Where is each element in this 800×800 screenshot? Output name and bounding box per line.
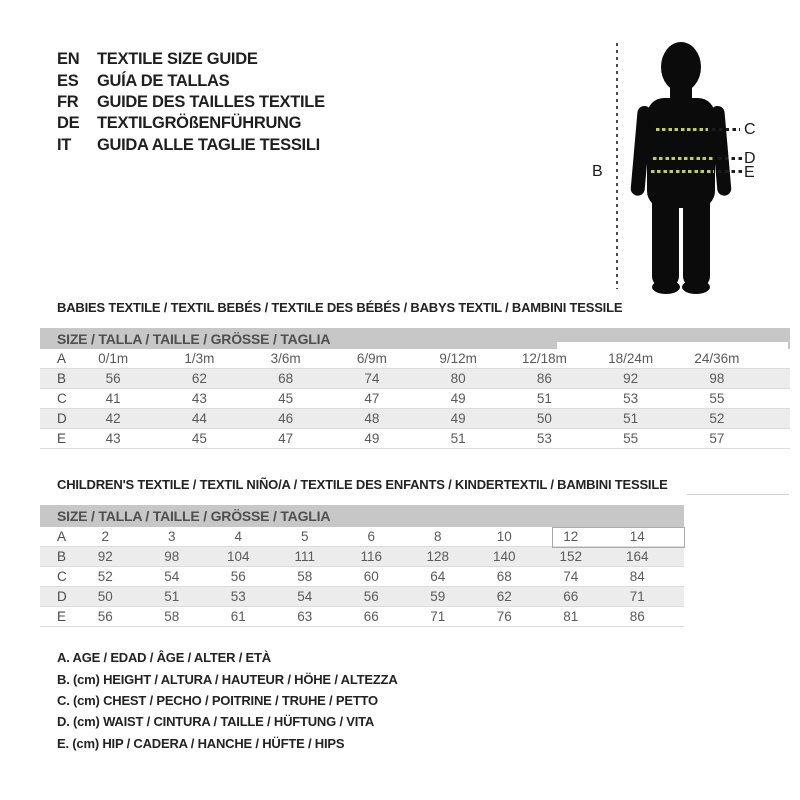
language-title: TEXTILE SIZE GUIDE bbox=[97, 50, 258, 69]
table-row bbox=[40, 607, 684, 627]
table-cell: 86 bbox=[536, 371, 552, 386]
table-cell: 63 bbox=[297, 609, 313, 624]
legend-line-hip: E. (cm) HIP / CADERA / HANCHE / HÜFTE / HIPS bbox=[57, 735, 345, 751]
row-label: E bbox=[57, 609, 67, 624]
table-cell: 62 bbox=[496, 589, 512, 604]
table-cell: 59 bbox=[430, 589, 446, 604]
table-cell: 48 bbox=[364, 411, 380, 426]
table-cell: 12/18m bbox=[521, 351, 567, 366]
language-title: GUIDA ALLE TAGLIE TESSILI bbox=[97, 135, 320, 154]
table-cell: 3 bbox=[167, 529, 176, 544]
table-cell: 46 bbox=[278, 411, 294, 426]
table-cell: 49 bbox=[364, 431, 380, 446]
table-cell: 81 bbox=[563, 609, 579, 624]
table-cell: 98 bbox=[709, 371, 725, 386]
table-cell: 80 bbox=[450, 371, 466, 386]
language-code: ES bbox=[57, 71, 79, 90]
language-row bbox=[57, 70, 325, 91]
child-silhouette bbox=[628, 38, 742, 298]
highlighted-sizes-box bbox=[552, 527, 685, 548]
table-cell: 62 bbox=[191, 371, 207, 386]
table-cell: 42 bbox=[105, 411, 121, 426]
table-cell: 71 bbox=[430, 609, 446, 624]
table-cell: 64 bbox=[430, 569, 446, 584]
table-cell: 2 bbox=[101, 529, 109, 544]
table-cell: 53 bbox=[623, 391, 639, 406]
chest-dotted-line-pointer bbox=[712, 128, 740, 131]
language-code: DE bbox=[57, 114, 80, 133]
table-cell: 66 bbox=[363, 609, 379, 624]
table-cell: 51 bbox=[623, 411, 639, 426]
language-code: FR bbox=[57, 92, 79, 111]
table-cell: 55 bbox=[709, 391, 725, 406]
legend-line-waist: D. (cm) WAIST / CINTURA / TAILLE / HÜFTUNG / VITA bbox=[57, 714, 375, 730]
table-cell: 92 bbox=[97, 549, 113, 564]
row-label: A bbox=[57, 529, 67, 544]
table-cell: 3/6m bbox=[270, 351, 301, 366]
language-title: GUÍA DE TALLAS bbox=[97, 71, 230, 90]
language-title: GUIDE DES TAILLES TEXTILE bbox=[97, 92, 325, 111]
table-cell: 140 bbox=[492, 549, 516, 564]
table-cell: 10 bbox=[496, 529, 512, 544]
table-cell: 43 bbox=[105, 431, 121, 446]
table-cell: 58 bbox=[164, 609, 180, 624]
table-cell: 49 bbox=[450, 391, 466, 406]
height-label: B bbox=[592, 163, 603, 180]
table-cell: 44 bbox=[191, 411, 207, 426]
hip-dotted-line-pointer bbox=[718, 170, 742, 173]
table-cell: 47 bbox=[364, 391, 380, 406]
table-cell: 71 bbox=[629, 589, 645, 604]
table-cell: 24/36m bbox=[694, 351, 740, 366]
hip-label: E bbox=[744, 164, 755, 181]
table-row bbox=[40, 389, 790, 409]
scan-artifact-line bbox=[687, 494, 789, 495]
language-row bbox=[57, 113, 325, 134]
waist-label: D bbox=[744, 150, 756, 167]
table-cell: 92 bbox=[623, 371, 639, 386]
table-cell: 9/12m bbox=[439, 351, 477, 366]
legend-line-chest: C. (cm) CHEST / PECHO / POITRINE / TRUHE / PETTO bbox=[57, 692, 378, 708]
language-row bbox=[57, 92, 325, 113]
table-row bbox=[40, 369, 790, 389]
measurement-legend bbox=[57, 647, 398, 754]
table-cell: 51 bbox=[536, 391, 552, 406]
row-label: C bbox=[57, 569, 67, 584]
table-cell: 50 bbox=[536, 411, 552, 426]
table-cell: 50 bbox=[97, 589, 113, 604]
table-cell: 57 bbox=[709, 431, 725, 446]
table-cell: 76 bbox=[496, 609, 512, 624]
row-label: B bbox=[57, 371, 67, 386]
row-label: C bbox=[57, 391, 67, 406]
table-cell: 12 bbox=[563, 529, 579, 544]
child-measurement-figure bbox=[590, 30, 800, 310]
table-cell: 111 bbox=[294, 549, 316, 564]
table-cell: 60 bbox=[363, 569, 379, 584]
table-cell: 5 bbox=[300, 529, 309, 544]
table-cell: 6/9m bbox=[356, 351, 387, 366]
table-row bbox=[40, 429, 790, 449]
table-row bbox=[40, 587, 684, 607]
legend-line-height: B. (cm) HEIGHT / ALTURA / HAUTEUR / HÖHE / ALTEZZA bbox=[57, 671, 398, 687]
waist-dotted-line-pointer bbox=[718, 157, 742, 160]
table-cell: 53 bbox=[230, 589, 246, 604]
children-size-header-label: SIZE / TALLA / TAILLE / GRÖSSE / TAGLIA bbox=[57, 508, 331, 524]
table-cell: 54 bbox=[164, 569, 180, 584]
table-cell: 52 bbox=[709, 411, 725, 426]
table-cell: 56 bbox=[230, 569, 246, 584]
babies-section-title: BABIES TEXTILE / TEXTIL BEBÉS / TEXTILE DES BÉBÉS / BABYS TEXTIL / BAMBINI TESSILE bbox=[57, 300, 623, 315]
table-cell: 152 bbox=[559, 549, 583, 564]
table-cell: 84 bbox=[629, 569, 645, 584]
table-row bbox=[40, 349, 790, 369]
table-cell: 52 bbox=[97, 569, 113, 584]
table-cell: 58 bbox=[297, 569, 313, 584]
table-cell: 8 bbox=[433, 529, 442, 544]
table-row bbox=[40, 567, 684, 587]
table-cell: 18/24m bbox=[608, 351, 654, 366]
row-label: D bbox=[57, 411, 67, 426]
children-section-title: CHILDREN'S TEXTILE / TEXTIL NIÑO/A / TEXTILE DES ENFANTS / KINDERTEXTIL / BAMBINI TESSILE bbox=[57, 477, 668, 492]
row-label: A bbox=[57, 351, 67, 366]
table-cell: 66 bbox=[563, 589, 579, 604]
table-row bbox=[40, 409, 790, 429]
chest-dotted-line-on-body bbox=[656, 128, 708, 131]
chest-label: C bbox=[744, 121, 756, 138]
height-dotted-line bbox=[616, 43, 618, 289]
table-row bbox=[40, 547, 684, 567]
table-cell: 51 bbox=[450, 431, 466, 446]
table-cell: 98 bbox=[164, 549, 180, 564]
table-cell: 74 bbox=[563, 569, 579, 584]
table-cell: 0/1m bbox=[98, 351, 129, 366]
table-cell: 45 bbox=[191, 431, 207, 446]
row-label: E bbox=[57, 431, 67, 446]
babies-size-header-label: SIZE / TALLA / TAILLE / GRÖSSE / TAGLIA bbox=[57, 330, 331, 347]
table-cell: 54 bbox=[297, 589, 313, 604]
children-size-header-bar bbox=[40, 505, 684, 527]
table-cell: 128 bbox=[426, 549, 450, 564]
babies-table bbox=[40, 349, 790, 449]
table-cell: 68 bbox=[278, 371, 294, 386]
row-label: B bbox=[57, 549, 67, 564]
table-cell: 53 bbox=[536, 431, 552, 446]
table-cell: 56 bbox=[97, 609, 113, 624]
table-cell: 86 bbox=[629, 609, 645, 624]
table-cell: 55 bbox=[623, 431, 639, 446]
table-cell: 45 bbox=[278, 391, 294, 406]
language-row bbox=[57, 135, 325, 156]
table-cell: 61 bbox=[230, 609, 246, 624]
language-title: TEXTILGRÖßENFÜHRUNG bbox=[97, 114, 302, 133]
table-cell: 74 bbox=[364, 371, 380, 386]
table-cell: 56 bbox=[363, 589, 379, 604]
table-cell: 1/3m bbox=[184, 351, 215, 366]
table-cell: 49 bbox=[450, 411, 466, 426]
table-cell: 68 bbox=[496, 569, 512, 584]
table-cell: 43 bbox=[191, 391, 207, 406]
table-cell: 104 bbox=[226, 549, 250, 564]
hip-dotted-line-on-body bbox=[651, 170, 714, 173]
language-row bbox=[57, 49, 325, 70]
table-cell: 6 bbox=[367, 529, 375, 544]
table-cell: 47 bbox=[278, 431, 294, 446]
table-cell: 116 bbox=[360, 549, 383, 564]
table-cell: 51 bbox=[164, 589, 180, 604]
language-code: IT bbox=[57, 135, 72, 154]
table-cell: 41 bbox=[105, 391, 121, 406]
row-label: D bbox=[57, 589, 67, 604]
table-cell: 56 bbox=[105, 371, 121, 386]
language-title-list bbox=[57, 49, 325, 156]
table-cell: 14 bbox=[629, 529, 645, 544]
table-cell: 164 bbox=[625, 549, 649, 564]
table-cell: 4 bbox=[234, 529, 242, 544]
language-code: EN bbox=[57, 50, 80, 69]
legend-line-age: A. AGE / EDAD / ÂGE / ALTER / ETÀ bbox=[57, 650, 271, 666]
waist-dotted-line-on-body bbox=[653, 157, 714, 160]
